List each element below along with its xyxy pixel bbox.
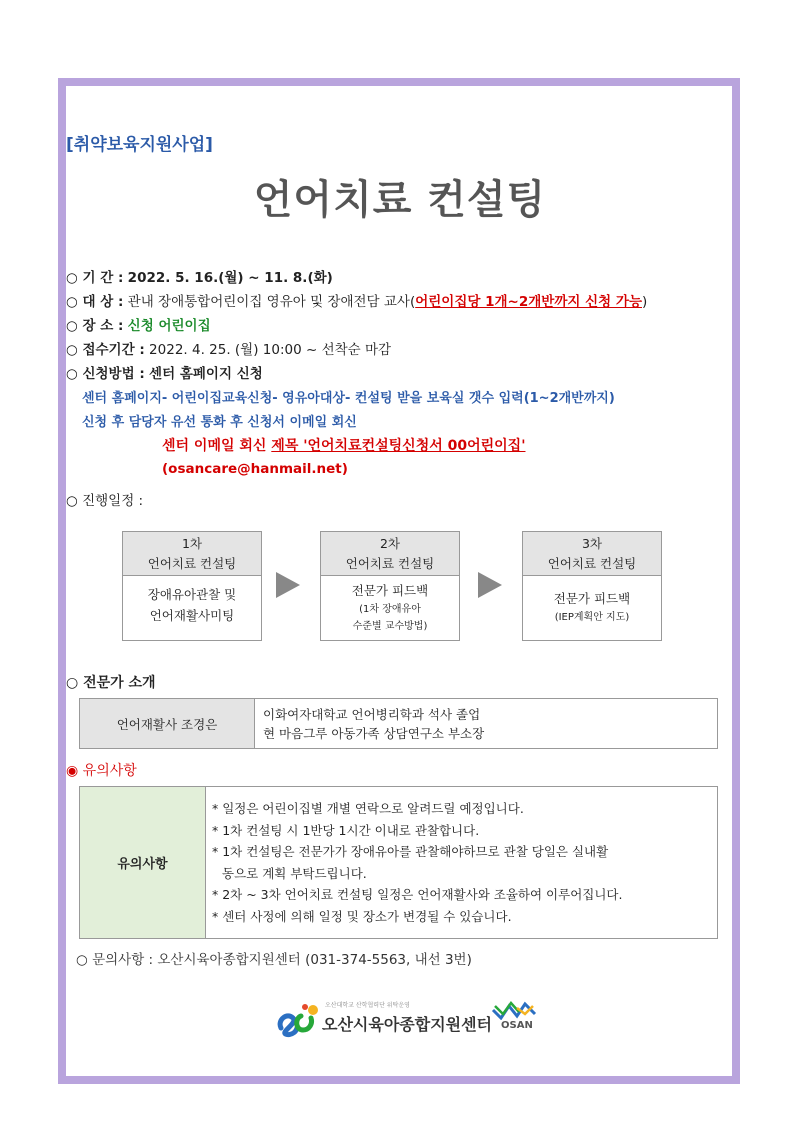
center-logo-icon bbox=[275, 998, 321, 1038]
method-line-1: 센터 홈페이지- 어린이집교육신청- 영유아대상- 컨설팅 받을 보육실 갯수 입력(1~2개반까지) bbox=[82, 391, 615, 406]
schedule-label: ○ 진행일정 : bbox=[66, 493, 144, 509]
page-title: 언어치료 컨설팅 bbox=[253, 177, 547, 223]
logo-name: 오산시육아종합지원센터 bbox=[322, 1015, 493, 1034]
place-value: 신청 어린이집 bbox=[127, 318, 211, 334]
step-2-body bbox=[321, 576, 459, 635]
list-item: * 1차 컨설팅 시 1반당 1시간 이내로 관찰합니다. bbox=[212, 822, 480, 838]
step-3-body bbox=[523, 576, 661, 626]
expert-career-2: 현 마음그루 아동가족 상담연구소 부소장 bbox=[263, 725, 485, 741]
info-period bbox=[66, 266, 333, 286]
place-label: ○ 장 소 : bbox=[66, 318, 124, 334]
step-1-body bbox=[123, 576, 261, 626]
osan-city-logo-icon bbox=[491, 1000, 537, 1020]
info-reception bbox=[66, 338, 391, 358]
step-1-body2: 언어재활사미팅 bbox=[149, 608, 235, 623]
list-item: 동으로 계획 부탁드립니다. bbox=[222, 865, 367, 881]
step-1-num: 1차 bbox=[181, 536, 203, 551]
step-2-body1: 전문가 피드백 bbox=[351, 583, 429, 598]
list-item: * 1차 컨설팅은 전문가가 장애유아를 관찰해야하므로 관찰 당일은 실내활 bbox=[212, 844, 609, 859]
table-row bbox=[80, 787, 718, 939]
target-note: 어린이집당 1개~2개반까지 신청 가능 bbox=[415, 294, 642, 310]
email-line bbox=[162, 435, 525, 455]
info-target bbox=[66, 290, 647, 310]
period-value: 2022. 5. 16.(월) ~ 11. 8.(화) bbox=[127, 270, 333, 286]
reception-value: 2022. 4. 25. (월) 10:00 ~ 선착순 마감 bbox=[149, 342, 392, 358]
step-1-body1: 장애유아관찰 및 bbox=[147, 587, 237, 602]
list-item: * 센터 사정에 의해 일정 및 장소가 변경될 수 있습니다. bbox=[212, 908, 512, 924]
method-value: 센터 홈페이지 신청 bbox=[149, 366, 263, 382]
step-2-name: 언어치료 컨설팅 bbox=[345, 556, 435, 571]
step-3-head bbox=[523, 532, 661, 576]
method-line-2: 신청 후 담당자 유선 통화 후 신청서 이메일 회신 bbox=[82, 415, 357, 430]
target-close: ) bbox=[642, 294, 648, 310]
contact-info: ○ 문의사항 : 오산시육아종합지원센터 (031-374-5563, 내선 3번) bbox=[76, 952, 472, 968]
expert-career-1: 이화여자대학교 언어병리학과 석사 졸업 bbox=[263, 706, 481, 722]
logo-small-text: 오산대학교 산학협력단 위탁운영 bbox=[325, 1002, 410, 1009]
category-label: [취약보육지원사업] bbox=[66, 135, 213, 155]
reception-label: ○ 접수기간 : bbox=[66, 342, 145, 358]
period-label: ○ 기 간 : bbox=[66, 270, 124, 286]
step-2-num: 2차 bbox=[379, 536, 401, 551]
expert-table bbox=[79, 698, 718, 749]
list-item: * 일정은 어린이집별 개별 연락으로 알려드릴 예정입니다. bbox=[212, 801, 524, 816]
email-address: (osancare@hanmail.net) bbox=[162, 461, 348, 477]
target-label: ○ 대 상 : bbox=[66, 294, 124, 310]
step-3-sub1: (IEP계획안 지도) bbox=[554, 612, 630, 623]
step-2-head bbox=[321, 532, 459, 576]
list-item: * 2차 ~ 3차 언어치료 컨설팅 일정은 언어재활사와 조율하여 이루어집니다. bbox=[212, 887, 623, 902]
info-place bbox=[66, 314, 211, 334]
step-3-body1: 전문가 피드백 bbox=[553, 591, 631, 606]
info-method bbox=[66, 362, 263, 382]
target-value: 관내 장애통합어린이집 영유아 및 장애전담 교사( bbox=[127, 294, 416, 310]
step-1-head bbox=[123, 532, 261, 576]
step-3-name: 언어치료 컨설팅 bbox=[547, 556, 637, 571]
step-1 bbox=[122, 531, 262, 641]
step-2-sub2: 수준별 교수방법) bbox=[352, 621, 428, 632]
step-1-name: 언어치료 컨설팅 bbox=[147, 556, 237, 571]
notice-label: 유의사항 bbox=[80, 787, 206, 939]
center-logo bbox=[275, 998, 545, 1038]
step-2-sub1: (1차 장애유아 bbox=[359, 604, 421, 615]
notice-items bbox=[206, 787, 718, 939]
expert-career bbox=[255, 699, 718, 749]
step-3-num: 3차 bbox=[581, 536, 603, 551]
method-label: ○ 신청방법 : bbox=[66, 366, 145, 382]
notice-table bbox=[79, 786, 718, 939]
expert-heading: ○ 전문가 소개 bbox=[66, 675, 156, 691]
notice-heading: ◉ 유의사항 bbox=[66, 763, 137, 779]
step-2 bbox=[320, 531, 460, 641]
step-3 bbox=[522, 531, 662, 641]
email-line-b: 제목 '언어치료컨설팅신청서 00어린이집' bbox=[271, 438, 526, 454]
table-row bbox=[80, 699, 718, 749]
step-arrow-icon bbox=[478, 572, 502, 598]
osan-text: OSAN bbox=[501, 1020, 533, 1031]
step-arrow-icon bbox=[276, 572, 300, 598]
expert-name: 언어재활사 조경은 bbox=[80, 699, 255, 749]
email-line-a: 센터 이메일 회신 bbox=[162, 438, 272, 454]
